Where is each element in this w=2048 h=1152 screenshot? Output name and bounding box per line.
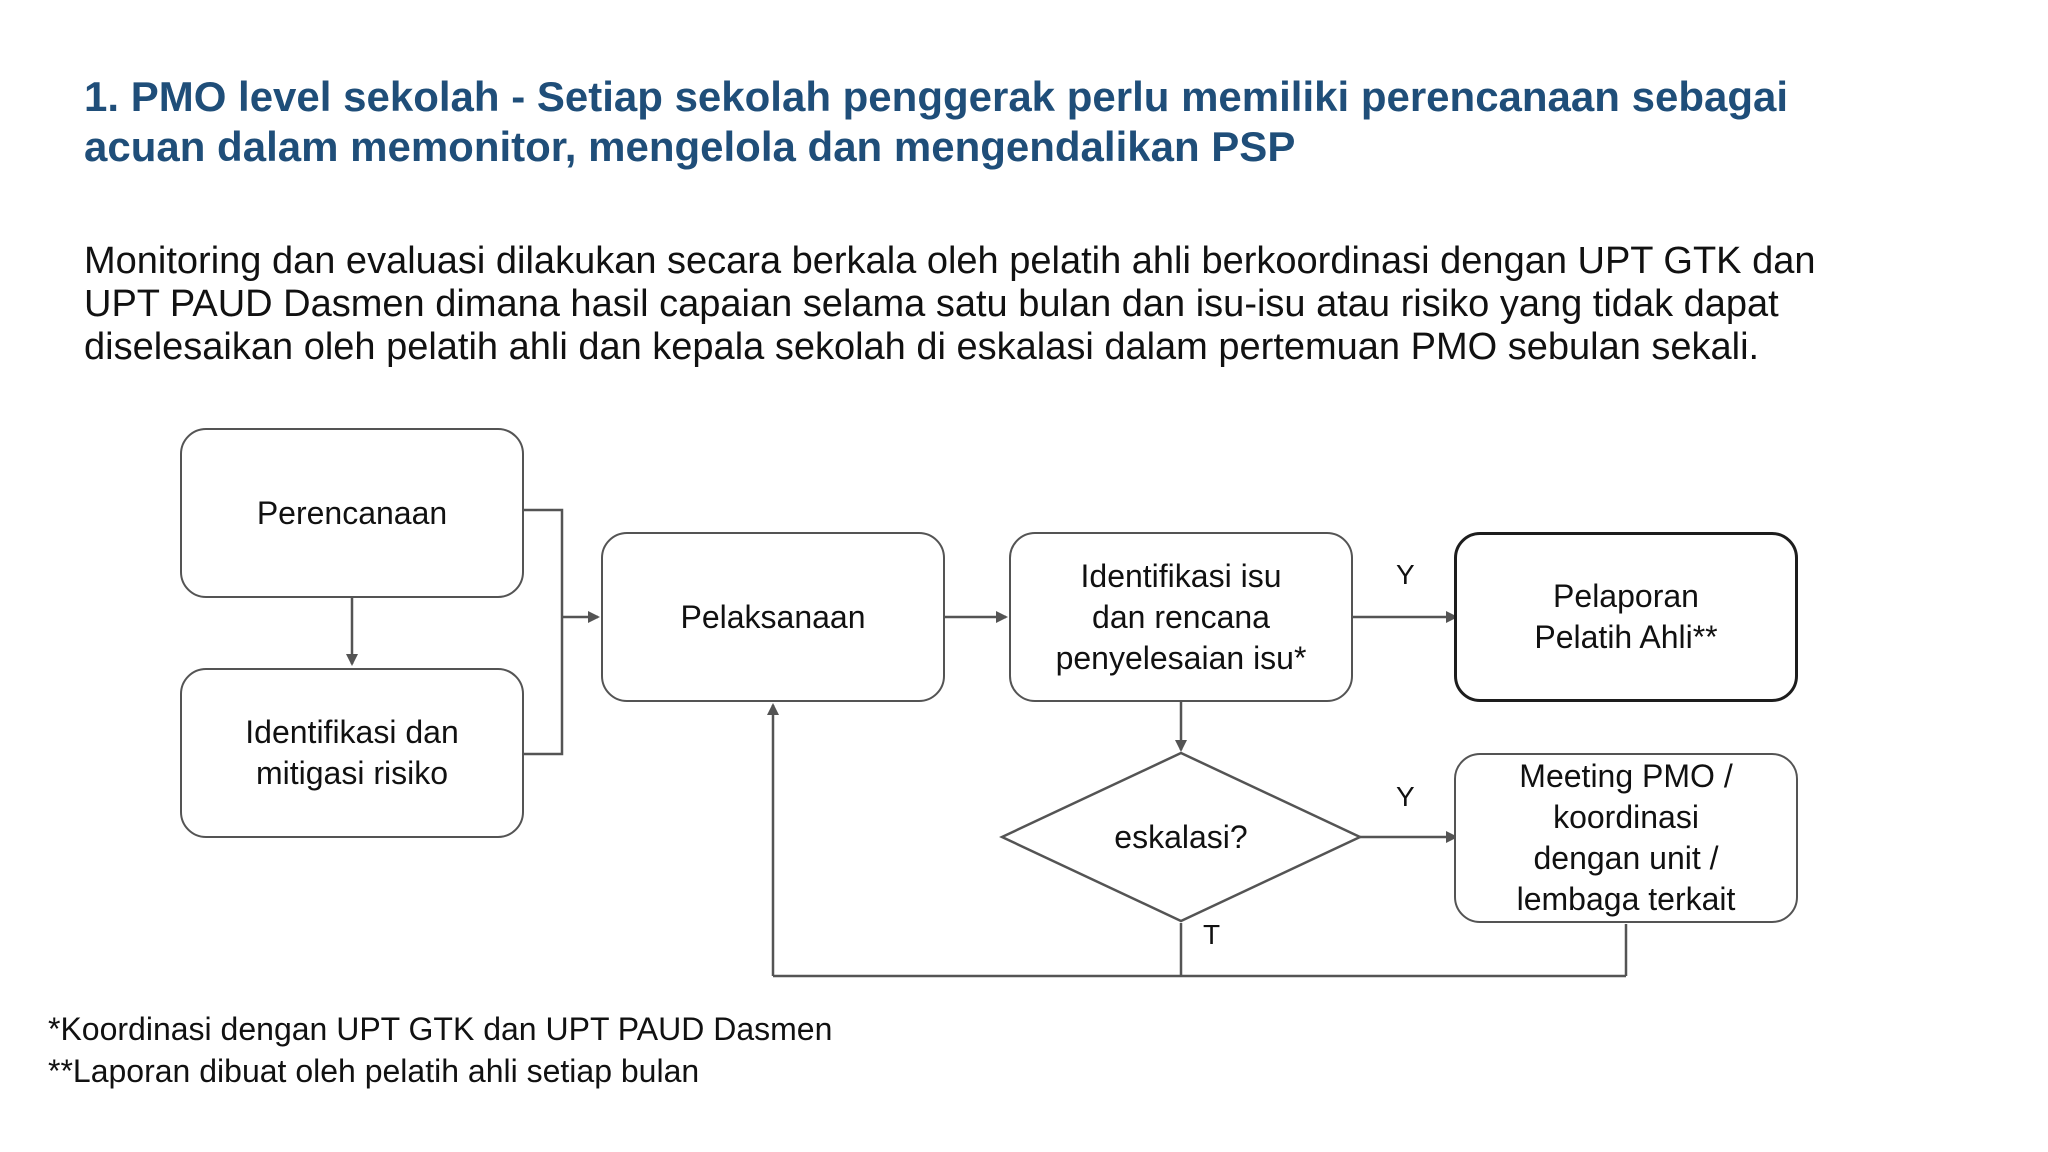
identifikasi-isu-line-2: dan rencana <box>1092 598 1270 635</box>
label-yes-pelaporan: Y <box>1396 559 1415 590</box>
description-line-2: UPT PAUD Dasmen dimana hasil capaian selama satu bulan dan isu-isu atau risiko yang tidak dapat <box>84 283 1779 325</box>
process-pelaksanaan <box>601 532 945 702</box>
page-title-line-1: 1. PMO level sekolah - Setiap sekolah penggerak perlu memiliki perencanaan sebagai <box>84 73 1789 120</box>
process-identifikasi-risiko <box>180 668 524 838</box>
identifikasi-risiko-line-2: mitigasi risiko <box>255 755 449 791</box>
footnote-2: **Laporan dibuat oleh pelatih ahli setiap bulan <box>48 1053 700 1089</box>
description-line-1: Monitoring dan evaluasi dilakukan secara berkala oleh pelatih ahli berkoordinasi dengan UPT GTK dan <box>84 240 1816 282</box>
label-yes-meeting: Y <box>1396 781 1415 812</box>
meeting-line-1: Meeting PMO / <box>1519 758 1733 794</box>
connector-bracket <box>522 510 562 754</box>
process-meeting-pmo <box>1454 753 1798 923</box>
pelaporan-line-1: Pelaporan <box>1553 578 1699 614</box>
pelaporan-line-2: Pelatih Ahli** <box>1534 619 1718 655</box>
decision-eskalasi-label: eskalasi? <box>1114 819 1248 855</box>
label-tidak: T <box>1203 919 1221 950</box>
footnote-1: *Koordinasi dengan UPT GTK dan UPT PAUD Dasmen <box>48 1011 833 1047</box>
process-pelaporan <box>1454 532 1798 702</box>
description-line-3: diselesaikan oleh pelatih ahli dan kepala sekolah di eskalasi dalam pertemuan PMO sebulan sekali. <box>84 326 1760 368</box>
identifikasi-isu-line-1: Identifikasi isu <box>1080 557 1282 594</box>
meeting-line-3: dengan unit / <box>1533 840 1719 876</box>
meeting-line-2: koordinasi <box>1553 799 1699 835</box>
meeting-line-4: lembaga terkait <box>1516 881 1736 917</box>
perencanaan-label: Perencanaan <box>256 494 448 531</box>
identifikasi-risiko-line-1: Identifikasi dan <box>245 714 459 750</box>
process-identifikasi-isu <box>1009 532 1353 702</box>
process-perencanaan <box>180 428 524 598</box>
footnotes <box>48 1008 1248 1092</box>
page-title-line-2: acuan dalam memonitor, mengelola dan mengendalikan PSP <box>84 123 1296 170</box>
identifikasi-isu-line-3: penyelesaian isu* <box>1055 639 1307 676</box>
pelaksanaan-label: Pelaksanaan <box>680 598 866 635</box>
